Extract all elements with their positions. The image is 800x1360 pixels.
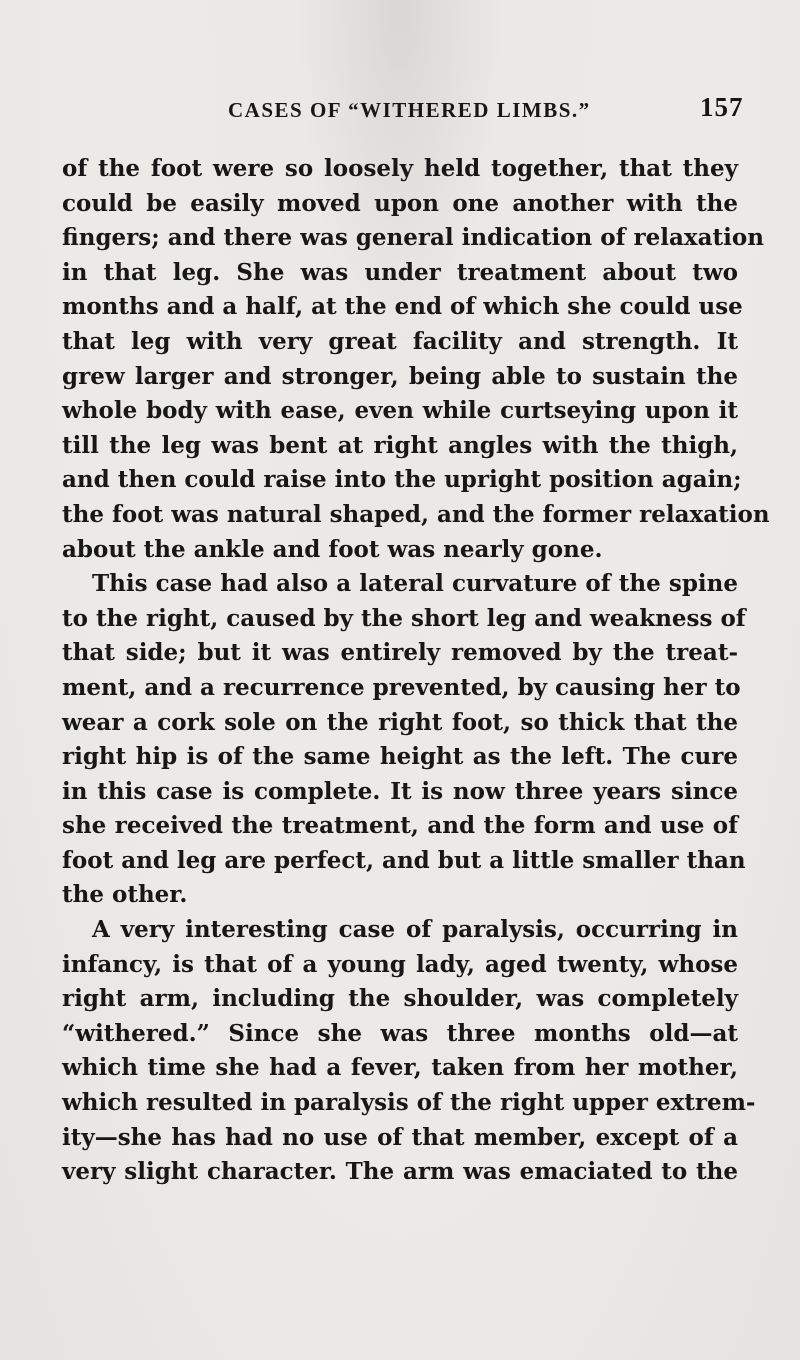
text-line: of the foot were so loosely held together, that they xyxy=(62,155,738,182)
text-line: about the ankle and foot was nearly gone. xyxy=(62,535,603,563)
text-line: whole body with ease, even while curtseying upon it xyxy=(62,397,738,425)
text-line: which time she had a fever, taken from her mother, xyxy=(62,1054,738,1082)
paragraph-3 xyxy=(62,913,756,1190)
text-line: foot and leg are perfect, and but a little smaller than xyxy=(62,846,746,874)
text-line: right arm, including the shoulder, was completely xyxy=(62,985,738,1013)
text-line: she received the treatment, and the form and use of xyxy=(62,812,738,840)
text-line: in this case is complete. It is now three years since xyxy=(62,777,738,805)
text-line: the other. xyxy=(62,881,188,909)
text-line: This case had also a lateral curvature of the spine xyxy=(92,570,738,598)
page-header xyxy=(0,92,800,128)
text-line: infancy, is that of a young lady, aged twenty, whose xyxy=(62,950,738,978)
text-line: ity—she has had no use of that member, except of a xyxy=(62,1123,738,1151)
text-line: which resulted in paralysis of the right upper extrem- xyxy=(62,1089,756,1117)
running-title: CASES OF “WITHERED LIMBS.” xyxy=(228,98,591,122)
text-line: grew larger and stronger, being able to sustain the xyxy=(62,362,738,390)
text-line: the foot was natural shaped, and the former relaxation xyxy=(62,500,770,528)
text-line: right hip is of the same height as the left. The cure xyxy=(62,743,738,771)
text-line: could be easily moved upon one another with the xyxy=(62,189,738,217)
text-line: to the right, caused by the short leg and weakness of xyxy=(62,604,746,632)
text-line: in that leg. She was under treatment about two xyxy=(62,258,738,286)
text-line: till the leg was bent at right angles with the thigh, xyxy=(62,431,738,459)
text-line: and then could raise into the upright position again; xyxy=(62,466,742,494)
text-line: that side; but it was entirely removed by the treat- xyxy=(62,639,738,667)
text-line: that leg with very great facility and strength. It xyxy=(62,327,738,355)
text-line: ment, and a recurrence prevented, by causing her to xyxy=(62,673,741,701)
text-line: months and a half, at the end of which she could use xyxy=(62,293,743,321)
text-line: A very interesting case of paralysis, occurring in xyxy=(92,916,738,944)
text-line: wear a cork sole on the right foot, so thick that the xyxy=(62,708,738,736)
paragraph-2 xyxy=(62,567,746,913)
text-line: fingers; and there was general indication of relaxation xyxy=(62,224,764,252)
page-number: 157 xyxy=(700,92,744,122)
body-text xyxy=(62,152,770,1190)
paragraph-1 xyxy=(62,152,770,567)
text-line: very slight character. The arm was emaciated to the xyxy=(62,1158,738,1186)
text-line: “withered.” Since she was three months old—at xyxy=(62,1019,738,1047)
